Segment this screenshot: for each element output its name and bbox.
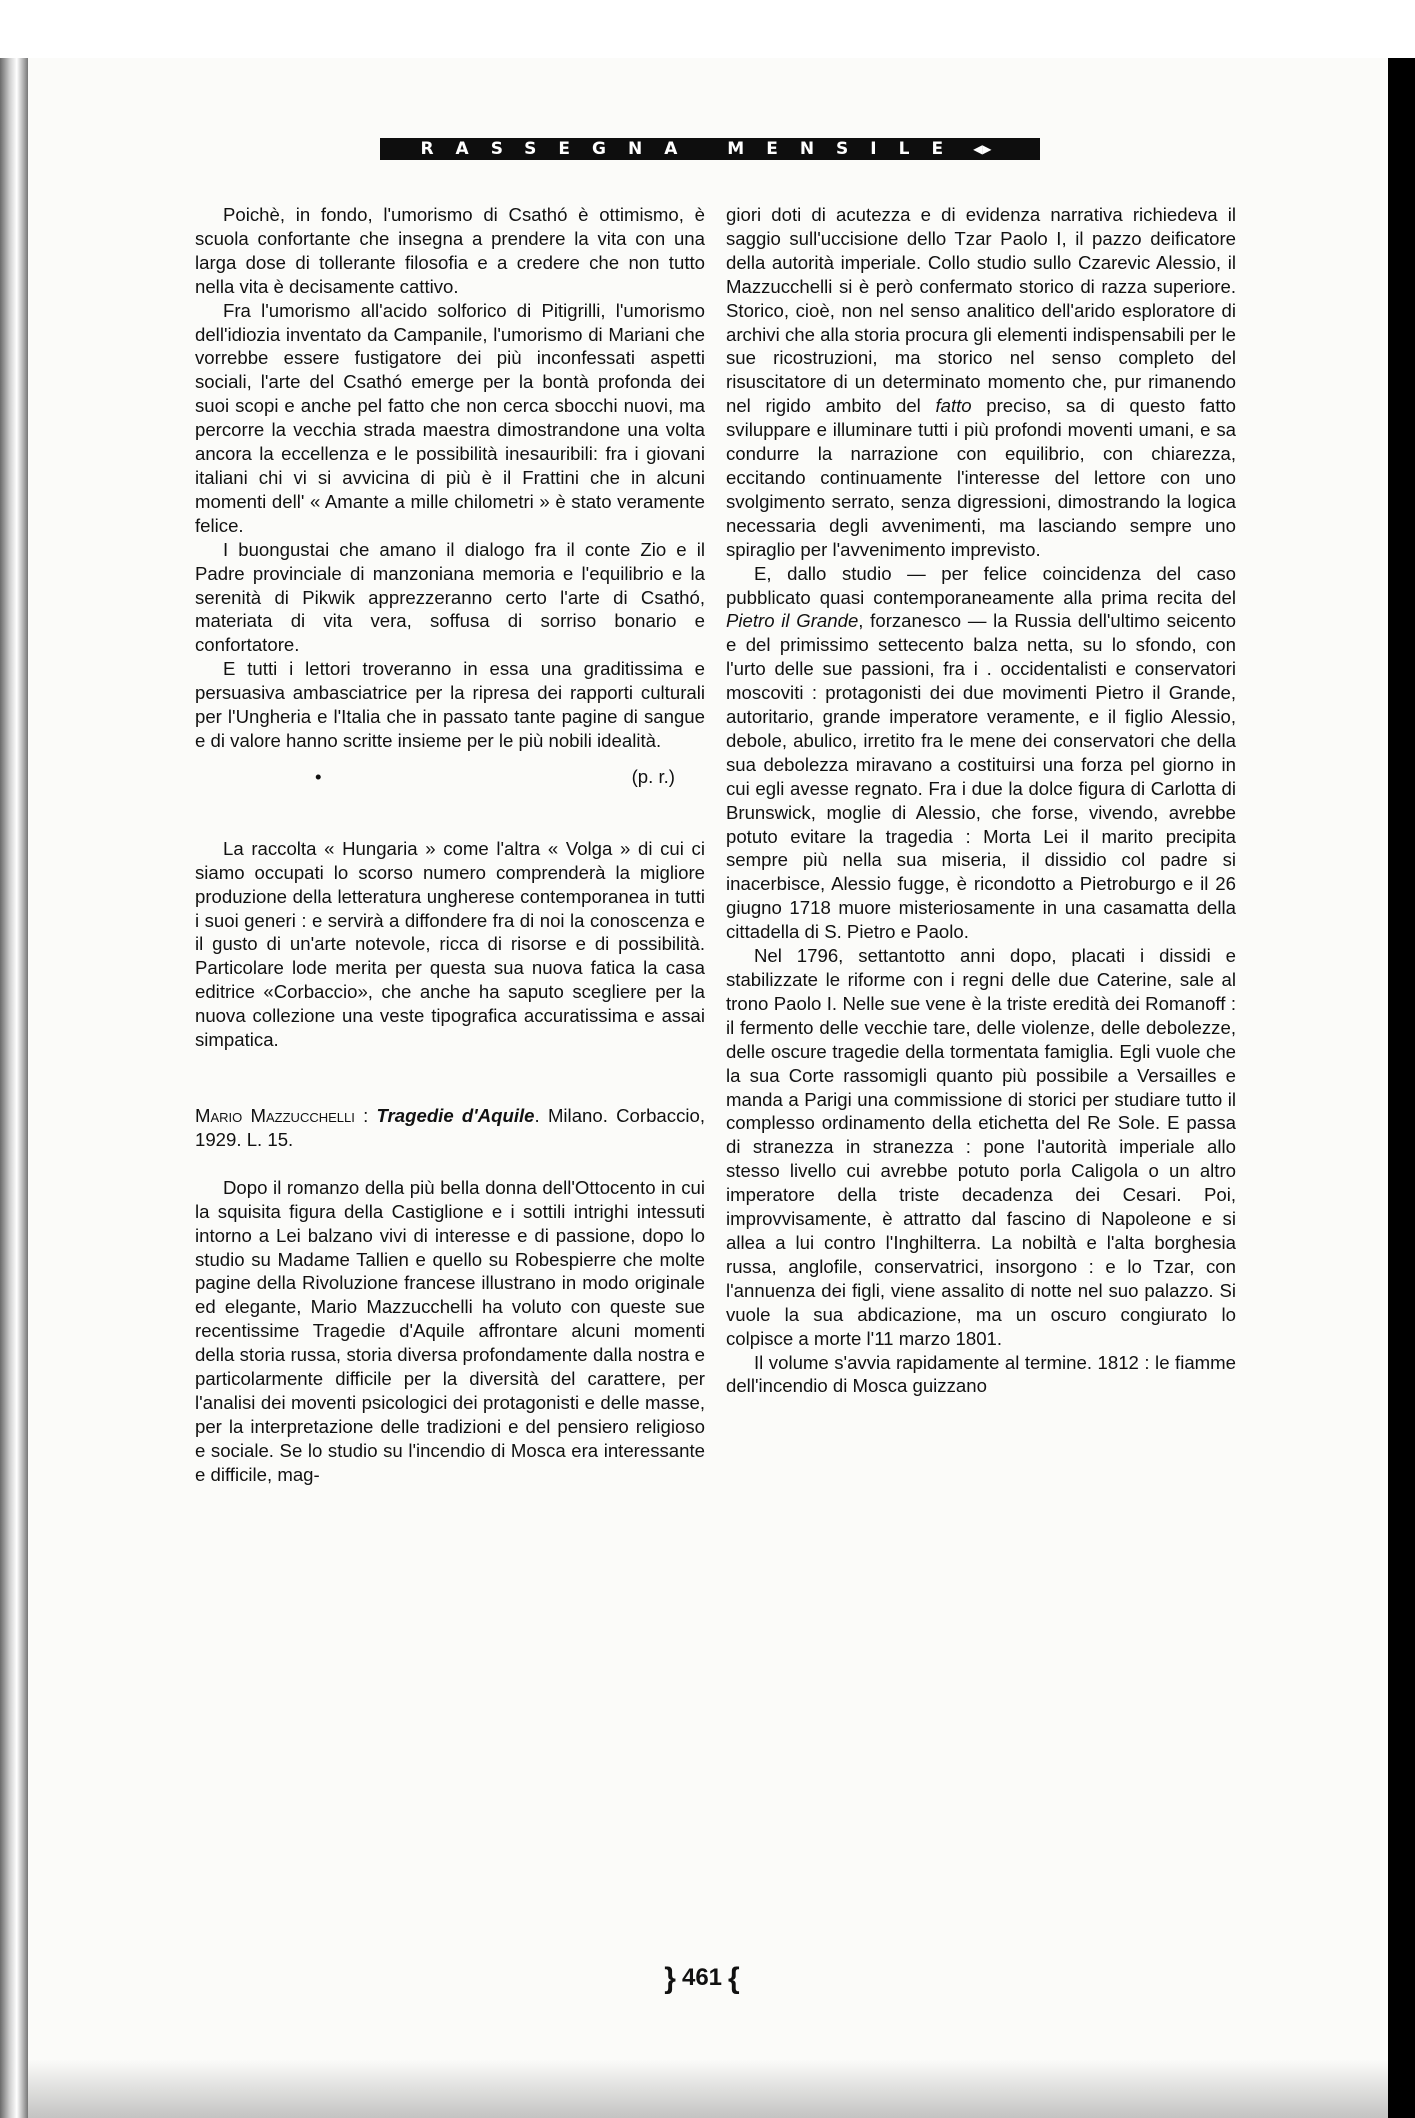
review-author: Mario Mazzucchelli (195, 1105, 355, 1126)
author-initials: (p. r.) (631, 765, 675, 787)
left-column (195, 203, 705, 1487)
emphasis-text: Pietro il Grande (726, 610, 859, 632)
review-signoff (195, 759, 705, 795)
paragraph (726, 203, 1236, 562)
paragraph-text: E, dallo studio — per felice coincidenza del caso pubblicato quasi contemporaneamente alla prima recita del (726, 562, 1236, 608)
paragraph: Il volume s'avvia rapidamente al termine. 1812 : le fiamme dell'incendio di Mosca guizzano (726, 1351, 1236, 1397)
paragraph: Poichè, in fondo, l'umorismo di Csathó è ottimismo, è scuola confortante che insegna a prendere la vita con una larga dose di tollerante filosofia e a credere che non tutto nella vita è decisamente cattivo. (195, 204, 705, 297)
left-bracket-ornament-icon: } (664, 1962, 676, 1995)
paragraph-text: , forzanesco — la Russia dell'ultimo seicento e del primissimo settecento balza netta, su lo sfondo, con l'urto delle sue passioni, fra i . occidentalisti e conservatori moscoviti : protagonisti dei due movimenti Pietro il Grande, autoritario, grande imperatore veramente, e il figlio Alessio, debole, abulico, irretito fra le mene dei conservatori che della sua debolezza miravano a costituirsi una forza pel giorno in cui egli avesse regnato. Fra i due la dolce figura di Carlotta di Brunswick, moglie di Alessio, che forse, vivendo, avrebbe potuto evitare la tragedia : Morta Lei il marito precipita sempre più nella sua miseria, il dissidio col padre si inacerbisce, Alessio fugge, è ricondotto a Pietroburgo e il 26 giugno 1718 muore misteriosamente in una casamatta della cittadella di S. Pietro e Paolo. (726, 610, 1236, 943)
paragraph-text: preciso, sa di questo fatto sviluppare e illuminare tutti i più profondi moventi umani, e sa condurre la narrazione con equilibrio, con chiarezza, eccitando continuamente l'interesse del lettore con uno svolgimento serrato, senza digressioni, dimostrando la logica necessaria degli avvenimenti, ma lasciando sempre uno spiraglio per l'avvenimento imprevisto. (726, 395, 1236, 560)
scan-shadow-bottom (28, 2060, 1388, 2118)
page-number-value: 461 (681, 1964, 723, 1991)
paragraph-text: giori doti di acutezza e di evidenza narrativa richiedeva il saggio sull'uccisione dello Tzar Paolo I, il pazzo deificatore della autorità imperiale. Collo studio sullo Czarevic Alessio, il Mazzucchelli si è però confermato storico di razza superiore. Storico, cioè, non nel senso analitico dell'arido esploratore di archivi che alla storia procura gli elementi indispensabili per le sue ricostruzioni, ma storico nel senso completo del risuscitatore di un determinato momento che, pur rimanendo nel rigido ambito del (726, 204, 1236, 417)
paragraph: Dopo il romanzo della più bella donna dell'Ottocento in cui la squisita figura della Castiglione e i sottili intrighi intessuti intorno a Lei balzano vivi di interesse e di passione, dopo lo studio su Madame Tallien e quello su Robespierre che molte pagine della Rivoluzione francese illustrano in modo originale ed elegante, Mario Mazzucchelli ha voluto con queste sue recentissime Tragedie d'Aquile affrontare alcuni momenti della storia russa, storia diversa profondamente dalla nostra e particolarmente difficile per la diversità del carattere, per l'analisi dei moventi psicologici dei protagonisti e delle masse, per la interpretazione delle tradizioni e del pensiero religioso e sociale. Se lo studio su l'incendio di Mosca era interessante e difficile, mag- (195, 1176, 705, 1485)
paragraph: I buongustai che amano il dialogo fra il conte Zio e il Padre provinciale di manzoniana memoria e l'equilibrio e la serenità di Pikwik apprezzeranno certo l'arte di Csathó, materiata di vita vera, soffusa di sorriso bonario e confortatore. (195, 538, 705, 656)
paragraph: Fra l'umorismo all'acido solforico di Pitigrilli, l'umorismo dell'idiozia inventato da Campanile, l'umorismo di Mariani che vorrebbe essere fustigatore dei più inconfessati aspetti sociali, l'arte del Csathó emerge per la bontà profonda dei suoi scopi e anche pel fatto che non cerca sbocchi nuovi, ma percorre la vecchia strada maestra dimostrandone una volta ancora la eccellenza e le possibilità inesauribili: fra i giovani italiani chi vi si avvicina di più è il Frattini che in alcuni momenti dell' « Amante a mille chilometri » è stato veramente felice. (195, 299, 705, 536)
paragraph: Nel 1796, settantotto anni dopo, placati i dissidi e stabilizzate le riforme con i regni delle due Caterine, sale al trono Paolo I. Nelle sue vene è la triste eredità dei Romanoff : il fermento delle vecchie tare, delle violenze, delle debolezze, delle oscure tragedie della tormentata famiglia. Egli vuole che la sua Corte rassomigli quanto più possibile a Versailles e manda a Parigi una commissione di storici per studiare tutto il complesso ordinamento della etichetta del Re Sole. E passa di stranezza in stranezza : pone l'autorità imperiale allo stesso livello cui avrebbe potuto porla Caligola o un altro imperatore della triste decadenza dei Cesari. Poi, improvvisamente, è attratto dal fascino di Napoleone e si allea a lui contro l'Inghilterra. La nobiltà e l'alta borghesia russa, anglofile, conservatrici, insorgono : e lo Tzar, con l'annuenza dei figli, viene assalito di notte nel suo palazzo. Si vuole la sua abdicazione, ma un oscuro congiurato lo colpisce a morte l'11 marzo 1801. (726, 945, 1236, 1349)
masthead-ornament-icon: ◀▶ (973, 142, 992, 156)
bullet-icon: • (315, 765, 322, 787)
paragraph: E tutti i lettori troveranno in essa una graditissima e persuasiva ambasciatrice per la ripresa dei rapporti culturali per l'Ungheria e l'Italia che in passato tante pagine di sangue e di valore hanno scritte insieme per le più nobili idealità. (195, 658, 705, 751)
paragraph: La raccolta « Hungaria » come l'altra « Volga » di cui ci siamo occupati lo scorso numero comprenderà la migliore produzione della letteratura ungherese contemporanea in tutti i suoi generi : e servirà a diffondere fra di noi la conoscenza e il gusto di un'arte notevole, ricca di risorse e di possibilità. Particolare lode merita per questa sua nuova fatica la casa editrice «Corbaccio», che anche ha saputo scegliere per la nuova collezione una veste tipografica accuratissima e assai simpatica. (195, 837, 705, 1051)
page-number (612, 1962, 792, 1996)
review-book-details: . Milano. Corbaccio, 1929. L. 15. (195, 1105, 705, 1150)
scan-border-top (0, 0, 1415, 58)
review-heading-separator: : (354, 1105, 377, 1126)
review-book-title: Tragedie d'Aquile (376, 1105, 535, 1126)
right-column (726, 203, 1236, 1398)
emphasis-text: fatto (935, 395, 972, 417)
masthead-title: RASSEGNA MENSILE (420, 139, 966, 159)
paragraph (726, 562, 1236, 945)
masthead-banner (380, 138, 1040, 160)
right-bracket-ornament-icon: { (728, 1962, 740, 1995)
review-heading (195, 1104, 705, 1152)
scan-border-right (1388, 58, 1415, 2118)
scan-binding-edge (0, 58, 28, 2118)
